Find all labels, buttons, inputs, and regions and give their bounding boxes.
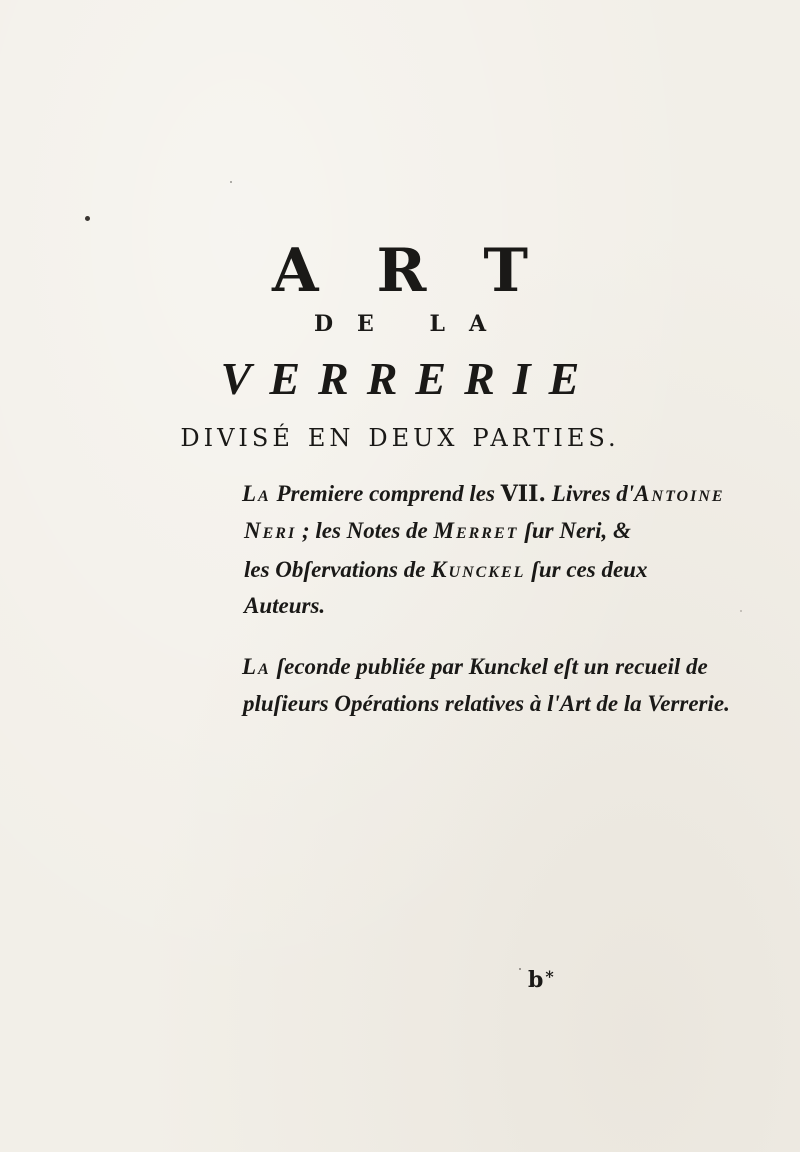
ink-speck (740, 610, 742, 612)
subtitle-divise-en-deux-parties (0, 424, 800, 452)
paragraph1-line3 (244, 557, 800, 583)
signature-star: * (545, 967, 554, 986)
subtitle-word-deux: DEUX (368, 424, 459, 452)
paragraph1-line2 (244, 518, 800, 544)
paragraph2-line1 (242, 654, 800, 680)
ink-speck (230, 181, 232, 183)
subtitle-word-parties: PARTIES. (472, 424, 620, 452)
signature-mark (528, 967, 554, 993)
paragraph1-antoine: Antoine (634, 481, 725, 506)
paragraph2-la: La (242, 654, 271, 679)
paragraph1-premiere-text: Premiere comprend les (270, 481, 501, 506)
paragraph1-line1 (242, 481, 800, 507)
signature-letter: b (528, 967, 544, 993)
paragraph1-notes-text: ; les Notes de (296, 518, 434, 543)
subtitle-word-en: EN (307, 424, 355, 452)
paragraph1-sur-ces-deux-text: ſur ces deux (525, 557, 648, 582)
ink-speck (519, 968, 521, 970)
title-de-la: DE LA (313, 311, 511, 337)
paragraph1-sur-neri-text: ſur Neri, & (518, 518, 631, 543)
paragraph1-roman-numeral: VII. (500, 481, 547, 507)
paragraph1-line4: Auteurs. (244, 593, 326, 618)
paragraph2-line2: pluſieurs Opérations relatives à l'Art de la Verrerie. (243, 691, 730, 716)
paragraph1-livres-text: Livres d' (546, 481, 635, 506)
paragraph1-kunckel: Kunckel (431, 557, 526, 582)
ink-speck (85, 216, 90, 221)
subtitle-word-divise: DIVISÉ (180, 424, 294, 452)
paragraph1-observations-text: les Obſervations de (244, 557, 432, 582)
paragraph1-neri: Neri (244, 518, 297, 543)
title-verrerie: VERRERIE (220, 353, 598, 404)
paragraph1-merret: Merret (433, 518, 519, 543)
paragraph2-seconde-text: ſeconde publiée par Kunckel eſt un recueil de (270, 654, 708, 679)
paragraph1-la: La (242, 481, 271, 506)
title-art: ART (271, 236, 586, 306)
